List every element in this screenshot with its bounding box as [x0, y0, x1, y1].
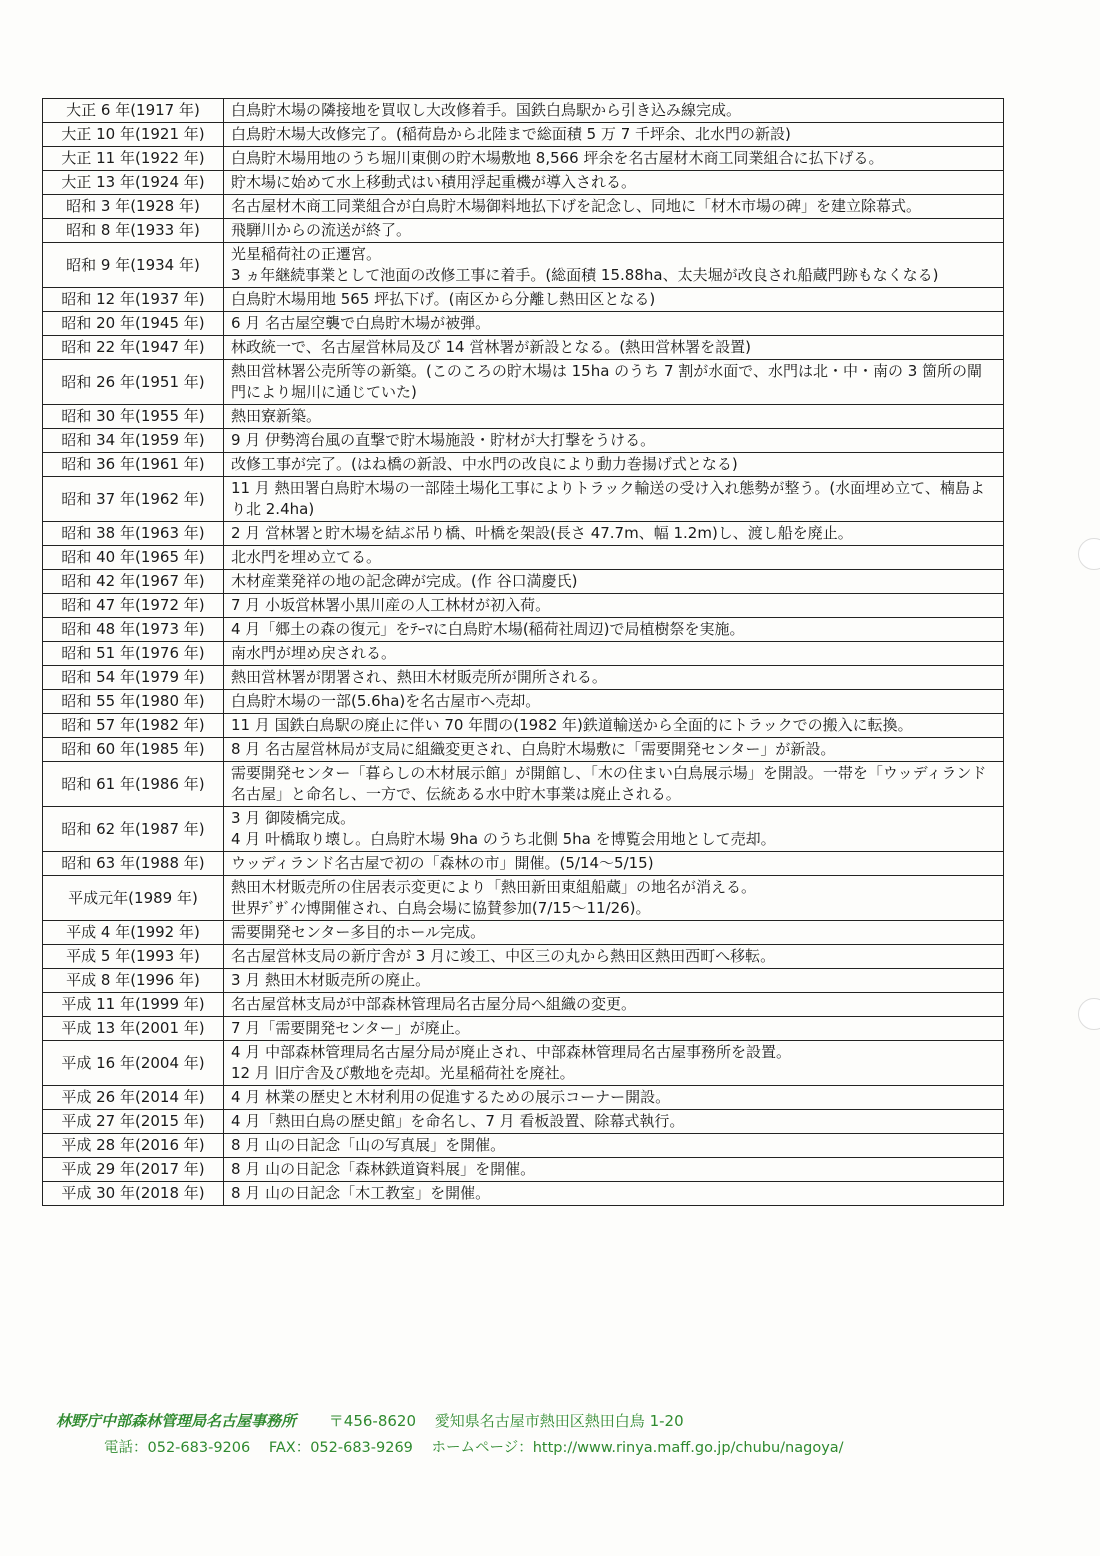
- timeline-event: [224, 1017, 1004, 1041]
- timeline-event: [224, 1041, 1004, 1086]
- timeline-event-line: 白鳥貯木場大改修完了。(稲荷島から北陸まで総面積 5 万 7 千坪余、北水門の新設): [231, 125, 791, 143]
- timeline-row: [43, 807, 1004, 852]
- timeline-event-line: 6 月 名古屋空襲で白鳥貯木場が被弾。: [231, 314, 491, 332]
- footer-address: 愛知県名古屋市熱田区熱田白鳥 1-20: [434, 1412, 684, 1430]
- timeline-event: [224, 1158, 1004, 1182]
- timeline-era: 大正 6 年(1917 年): [43, 99, 224, 123]
- timeline-era: 平成 13 年(2001 年): [43, 1017, 224, 1041]
- timeline-event: [224, 1086, 1004, 1110]
- timeline-event: [224, 690, 1004, 714]
- timeline-event: [224, 477, 1004, 522]
- timeline-event-line: 9 月 伊勢湾台風の直撃で貯木場施設・貯材が大打撃をうける。: [231, 431, 656, 449]
- punch-hole: [1078, 998, 1100, 1030]
- timeline-event: [224, 195, 1004, 219]
- timeline-body: [43, 99, 1004, 1206]
- timeline-row: [43, 993, 1004, 1017]
- timeline-event: [224, 738, 1004, 762]
- timeline-event: [224, 243, 1004, 288]
- timeline-event-line: 8 月 山の日記念「森林鉄道資料展」を開催。: [231, 1160, 536, 1178]
- timeline-event-line: 4 月 林業の歴史と木材利用の促進するための展示コーナー開設。: [231, 1088, 671, 1106]
- timeline-row: [43, 714, 1004, 738]
- timeline-era: 平成 27 年(2015 年): [43, 1110, 224, 1134]
- timeline-event: [224, 570, 1004, 594]
- timeline-event: [224, 852, 1004, 876]
- timeline-event: [224, 969, 1004, 993]
- timeline-event: [224, 1182, 1004, 1206]
- timeline-era: 昭和 36 年(1961 年): [43, 453, 224, 477]
- timeline-event-line: 熱田寮新築。: [231, 407, 322, 425]
- timeline-event-line: 熱田営林署公売所等の新築。(このころの貯木場は 15ha のうち 7 割が水面で、水門は北・中・南の 3 箇所の閘門により堀川に通じていた): [231, 362, 983, 401]
- timeline-event: [224, 546, 1004, 570]
- timeline-event-line: 白鳥貯木場の一部(5.6ha)を名古屋市へ売却。: [231, 692, 541, 710]
- timeline-event-line: 木材産業発祥の地の記念碑が完成。(作 谷口満慶氏): [231, 572, 578, 590]
- timeline-event-line: 12 月 旧庁舎及び敷地を売却。光星稲荷社を廃社。: [231, 1064, 575, 1082]
- timeline-event: [224, 171, 1004, 195]
- timeline-era: 昭和 3 年(1928 年): [43, 195, 224, 219]
- timeline-row: [43, 1158, 1004, 1182]
- timeline-event-line: 4 月「熱田白鳥の歴史館」を命名し、7 月 看板設置、除幕式執行。: [231, 1112, 685, 1130]
- timeline-event-line: 北水門を埋め立てる。: [231, 548, 382, 566]
- footer-contact-line: [104, 1436, 1064, 1457]
- timeline-event-line: 熱田営林署が閉署され、熱田木材販売所が開所される。: [231, 668, 607, 686]
- timeline-era: 平成 26 年(2014 年): [43, 1086, 224, 1110]
- timeline-era: 平成 11 年(1999 年): [43, 993, 224, 1017]
- timeline-event-line: 貯木場に始めて水上移動式はい積用浮起重機が導入される。: [231, 173, 637, 191]
- timeline-row: [43, 876, 1004, 921]
- timeline-event: [224, 642, 1004, 666]
- timeline-row: [43, 570, 1004, 594]
- timeline-event-line: 名古屋営林支局が中部森林管理局名古屋分局へ組織の変更。: [231, 995, 637, 1013]
- timeline-event-line: 2 月 営林署と貯木場を結ぶ吊り橋、叶橋を架設(長さ 47.7m、幅 1.2m)し、渡し船を廃止。: [231, 524, 853, 542]
- timeline-event-line: 世界ﾃﾞｻﾞｲﾝ博開催され、白鳥会場に協賛参加(7/15～11/26)。: [231, 899, 651, 917]
- timeline-row: [43, 969, 1004, 993]
- timeline-event-line: 南水門が埋め戻される。: [231, 644, 397, 662]
- timeline-row: [43, 1182, 1004, 1206]
- timeline-era: 昭和 60 年(1985 年): [43, 738, 224, 762]
- timeline-era: 昭和 62 年(1987 年): [43, 807, 224, 852]
- timeline-row: [43, 642, 1004, 666]
- footer-homepage[interactable]: ホームページ：http://www.rinya.maff.go.jp/chubu/nagoya/: [431, 1440, 844, 1456]
- timeline-era: 昭和 57 年(1982 年): [43, 714, 224, 738]
- timeline-row: [43, 312, 1004, 336]
- timeline-row: [43, 288, 1004, 312]
- timeline-event-line: 7 月 小坂営林署小黒川産の人工林材が初入荷。: [231, 596, 551, 614]
- timeline-era: 昭和 34 年(1959 年): [43, 429, 224, 453]
- timeline-row: [43, 522, 1004, 546]
- timeline-event: [224, 594, 1004, 618]
- timeline-event: [224, 99, 1004, 123]
- timeline-era: 平成 4 年(1992 年): [43, 921, 224, 945]
- timeline-event-line: 7 月「需要開発センター」が廃止。: [231, 1019, 470, 1037]
- timeline-era: 平成 28 年(2016 年): [43, 1134, 224, 1158]
- timeline-event: [224, 993, 1004, 1017]
- timeline-era: 昭和 38 年(1963 年): [43, 522, 224, 546]
- timeline-event: [224, 429, 1004, 453]
- timeline-event: [224, 123, 1004, 147]
- timeline-event-line: 白鳥貯木場用地のうち堀川東側の貯木場敷地 8,566 坪余を名古屋材木商工同業組合に払下げる。: [231, 149, 884, 167]
- timeline-row: [43, 666, 1004, 690]
- timeline-era: 昭和 42 年(1967 年): [43, 570, 224, 594]
- timeline-event: [224, 147, 1004, 171]
- timeline-era: 大正 10 年(1921 年): [43, 123, 224, 147]
- timeline-era: 大正 13 年(1924 年): [43, 171, 224, 195]
- timeline-era: 平成元年(1989 年): [43, 876, 224, 921]
- timeline-event: [224, 288, 1004, 312]
- timeline-event: [224, 219, 1004, 243]
- punch-hole: [1078, 538, 1100, 570]
- timeline-event: [224, 336, 1004, 360]
- timeline-row: [43, 762, 1004, 807]
- timeline-event-line: 名古屋営林支局の新庁舎が 3 月に竣工、中区三の丸から熱田区熱田西町へ移転。: [231, 947, 776, 965]
- timeline-era: 平成 30 年(2018 年): [43, 1182, 224, 1206]
- timeline-row: [43, 336, 1004, 360]
- timeline-row: [43, 738, 1004, 762]
- timeline-event-line: 8 月 山の日記念「木工教室」を開催。: [231, 1184, 491, 1202]
- timeline-era: 昭和 51 年(1976 年): [43, 642, 224, 666]
- timeline-event-line: 11 月 熱田署白鳥貯木場の一部陸土場化工事によりトラック輸送の受け入れ態勢が整う。(水面埋め立て、楠島より北 2.4ha): [231, 479, 985, 518]
- timeline-event-line: 4 月 叶橋取り壊し。白鳥貯木場 9ha のうち北側 5ha を博覧会用地として売却。: [231, 830, 776, 848]
- timeline-row: [43, 594, 1004, 618]
- timeline-event-line: 8 月 山の日記念「山の写真展」を開催。: [231, 1136, 506, 1154]
- timeline-event: [224, 405, 1004, 429]
- timeline-row: [43, 405, 1004, 429]
- timeline-era: 昭和 22 年(1947 年): [43, 336, 224, 360]
- timeline-event-line: 熱田木材販売所の住居表示変更により「熱田新田東組船蔵」の地名が消える。: [231, 878, 757, 896]
- timeline-era: 昭和 9 年(1934 年): [43, 243, 224, 288]
- timeline-event-line: 3 月 御陵橋完成。: [231, 809, 356, 827]
- timeline-event-line: 4 月「郷土の森の復元」をﾃｰﾏに白鳥貯木場(稲荷社周辺)で局植樹祭を実施。: [231, 620, 745, 638]
- timeline-era: 昭和 30 年(1955 年): [43, 405, 224, 429]
- timeline-era: 平成 5 年(1993 年): [43, 945, 224, 969]
- timeline-row: [43, 453, 1004, 477]
- timeline-event: [224, 945, 1004, 969]
- timeline-event: [224, 876, 1004, 921]
- timeline-era: 平成 16 年(2004 年): [43, 1041, 224, 1086]
- footer-zip: 〒456-8620: [328, 1412, 417, 1430]
- timeline-event: [224, 522, 1004, 546]
- timeline-row: [43, 123, 1004, 147]
- timeline-row: [43, 690, 1004, 714]
- timeline-era: 昭和 8 年(1933 年): [43, 219, 224, 243]
- timeline-era: 昭和 63 年(1988 年): [43, 852, 224, 876]
- timeline-row: [43, 1041, 1004, 1086]
- timeline-era: 昭和 40 年(1965 年): [43, 546, 224, 570]
- timeline-event: [224, 1134, 1004, 1158]
- timeline-event: [224, 714, 1004, 738]
- timeline-era: 大正 11 年(1922 年): [43, 147, 224, 171]
- timeline-event-line: 需要開発センター「暮らしの木材展示館」が開館し、「木の住まい白鳥展示場」を開設。一帯を「ウッディランド名古屋」と命名し、一方で、伝統ある水中貯木事業は廃止される。: [231, 764, 987, 803]
- timeline-era: 昭和 37 年(1962 年): [43, 477, 224, 522]
- timeline-event-line: 白鳥貯木場の隣接地を買収し大改修着手。国鉄白鳥駅から引き込み線完成。: [231, 101, 742, 119]
- timeline-event-line: ウッディランド名古屋で初の「森林の市」開催。(5/14～5/15): [231, 854, 654, 872]
- timeline-event: [224, 1110, 1004, 1134]
- timeline-row: [43, 243, 1004, 288]
- timeline-event-line: 林政統一で、名古屋営林局及び 14 営林署が新設となる。(熱田営林署を設置): [231, 338, 752, 356]
- timeline-row: [43, 477, 1004, 522]
- history-timeline-table: [42, 98, 1004, 1206]
- timeline-event-line: 光星稲荷社の正遷宮。: [231, 245, 382, 263]
- timeline-row: [43, 147, 1004, 171]
- timeline-row: [43, 945, 1004, 969]
- timeline-event: [224, 807, 1004, 852]
- timeline-era: 昭和 26 年(1951 年): [43, 360, 224, 405]
- timeline-event-line: 改修工事が完了。(はね橋の新設、中水門の改良により動力巻揚げ式となる): [231, 455, 738, 473]
- timeline-event-line: 白鳥貯木場用地 565 坪払下げ。(南区から分離し熱田区となる): [231, 290, 656, 308]
- timeline-event-line: 11 月 国鉄白鳥駅の廃止に伴い 70 年間の(1982 年)鉄道輸送から全面的にトラックでの搬入に転換。: [231, 716, 913, 734]
- timeline-row: [43, 99, 1004, 123]
- timeline-row: [43, 1110, 1004, 1134]
- timeline-event-line: 名古屋材木商工同業組合が白鳥貯木場御料地払下げを記念し、同地に「材木市場の碑」を建立除幕式。: [231, 197, 922, 215]
- timeline-row: [43, 171, 1004, 195]
- timeline-event: [224, 453, 1004, 477]
- timeline-event: [224, 618, 1004, 642]
- timeline-era: 昭和 47 年(1972 年): [43, 594, 224, 618]
- timeline-era: 平成 8 年(1996 年): [43, 969, 224, 993]
- timeline-era: 昭和 20 年(1945 年): [43, 312, 224, 336]
- timeline-event-line: 3 月 熱田木材販売所の廃止。: [231, 971, 431, 989]
- timeline-row: [43, 195, 1004, 219]
- timeline-event: [224, 762, 1004, 807]
- timeline-event-line: 需要開発センター多目的ホール完成。: [231, 923, 486, 941]
- timeline-row: [43, 1086, 1004, 1110]
- timeline-event-line: 3 ヵ年継続事業として池面の改修工事に着手。(総面積 15.88ha、太夫堀が改良され船蔵門跡もなくなる): [231, 266, 939, 284]
- timeline-row: [43, 1017, 1004, 1041]
- timeline-row: [43, 429, 1004, 453]
- footer-organization: 林野庁中部森林管理局名古屋事務所: [56, 1412, 297, 1430]
- timeline-era: 昭和 48 年(1973 年): [43, 618, 224, 642]
- timeline-era: 昭和 12 年(1937 年): [43, 288, 224, 312]
- timeline-event: [224, 666, 1004, 690]
- timeline-event: [224, 312, 1004, 336]
- timeline-era: 平成 29 年(2017 年): [43, 1158, 224, 1182]
- timeline-row: [43, 1134, 1004, 1158]
- timeline-event: [224, 921, 1004, 945]
- footer-phone: 電話：052-683-9206: [104, 1440, 251, 1456]
- footer-address-line: [56, 1410, 1056, 1431]
- timeline-row: [43, 852, 1004, 876]
- timeline-row: [43, 618, 1004, 642]
- timeline-event: [224, 360, 1004, 405]
- timeline-event-line: 4 月 中部森林管理局名古屋分局が廃止され、中部森林管理局名古屋事務所を設置。: [231, 1043, 791, 1061]
- timeline-era: 昭和 55 年(1980 年): [43, 690, 224, 714]
- timeline-era: 昭和 54 年(1979 年): [43, 666, 224, 690]
- timeline-row: [43, 546, 1004, 570]
- timeline-row: [43, 219, 1004, 243]
- timeline-event-line: 飛騨川からの流送が終了。: [231, 221, 412, 239]
- timeline-row: [43, 360, 1004, 405]
- timeline-row: [43, 921, 1004, 945]
- timeline-era: 昭和 61 年(1986 年): [43, 762, 224, 807]
- timeline-event-line: 8 月 名古屋営林局が支局に組織変更され、白鳥貯木場敷に「需要開発センター」が新設。: [231, 740, 836, 758]
- footer-fax: FAX：052-683-9269: [268, 1440, 413, 1456]
